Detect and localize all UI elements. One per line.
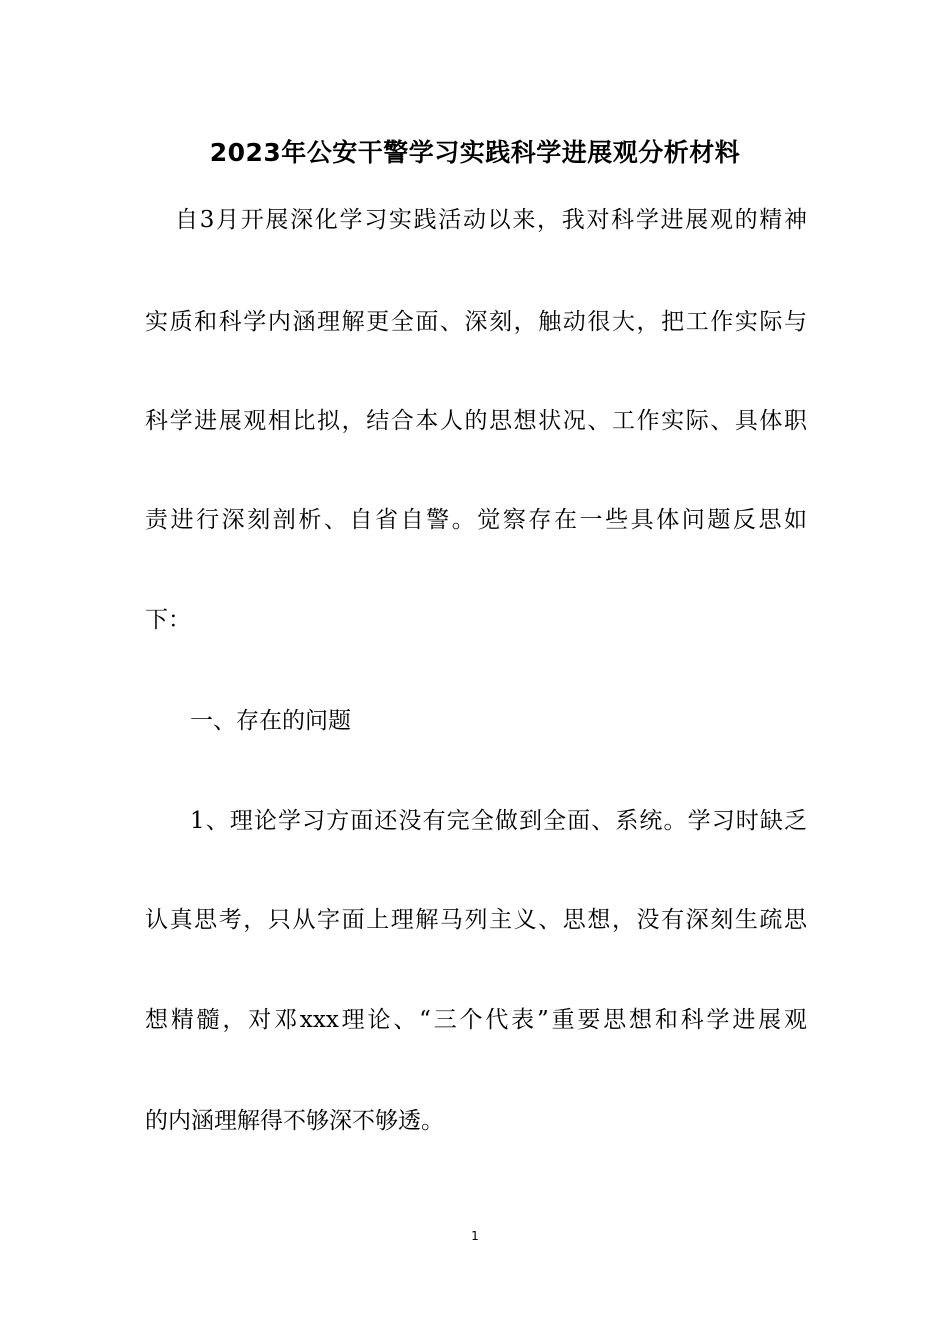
page-number: 1 bbox=[471, 1229, 479, 1243]
paragraph-line: 1、理论学习方面还没有完全做到全面、系统。学习时缺乏 bbox=[190, 808, 807, 834]
paragraph-line: 的内涵理解得不够深不够透。 bbox=[145, 1108, 444, 1134]
paragraph-line: 下： bbox=[145, 607, 191, 633]
document-title: 2023年公安干警学习实践科学进展观分析材料 bbox=[209, 138, 741, 167]
paragraph-line: 想精髓，对邓xxx理论、“三个代表”重要思想和科学进展观 bbox=[145, 1007, 807, 1033]
paragraph-line: 实质和科学内涵理解更全面、深刻，触动很大，把工作实际与 bbox=[145, 309, 807, 335]
section-heading: 一、存在的问题 bbox=[190, 708, 351, 734]
paragraph-line: 科学进展观相比拟，结合本人的思想状况、工作实际、具体职 bbox=[145, 408, 807, 434]
paragraph-line: 责进行深刻剖析、自省自警。觉察存在一些具体问题反思如 bbox=[145, 507, 807, 533]
paragraph-line: 认真思考，只从字面上理解马列主义、思想，没有深刻生疏思 bbox=[145, 907, 807, 933]
paragraph-line: 自3月开展深化学习实践活动以来，我对科学进展观的精神 bbox=[175, 207, 807, 233]
